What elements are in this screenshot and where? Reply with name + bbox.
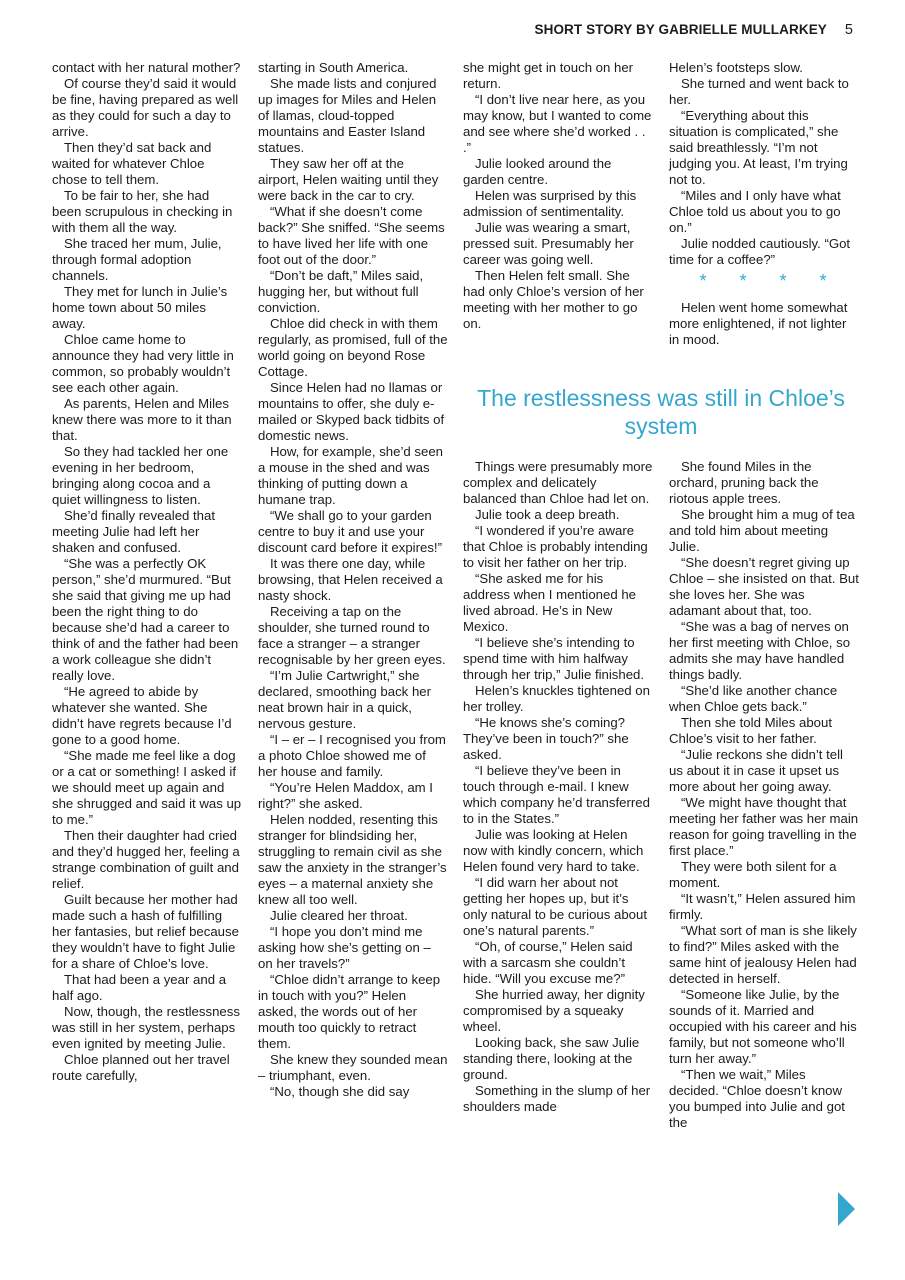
paragraph: “Miles and I only have what Chloe told us about you to go on.” [669, 188, 841, 235]
page-number: 5 [844, 22, 853, 38]
paragraph: “I wondered if you’re aware that Chloe is probably intending to visit her father on her trip. [463, 523, 648, 570]
paragraph: They met for lunch in Julie’s home town about 50 miles away. [52, 284, 228, 331]
paragraph: “Don’t be daft,” Miles said, hugging her, but without full conviction. [258, 268, 424, 315]
paragraph: That had been a year and a half ago. [52, 972, 227, 1003]
paragraph: She brought him a mug of tea and told him about meeting Julie. [669, 507, 855, 554]
paragraph: Things were presumably more complex and delicately balanced than Chloe had let on. [463, 459, 653, 506]
paragraph: Then she told Miles about Chloe’s visit to her father. [669, 715, 833, 746]
paragraph: Chloe planned out her travel route carefully, [52, 1052, 230, 1083]
paragraph: “She’d like another chance when Chloe gets back.” [669, 683, 838, 714]
paragraph: “She was a perfectly OK person,” she’d murmured. “But she said that giving me up had been the right thing to do because she’d had a career to think of and the father had been a work colleague she didn’t really love. [52, 556, 239, 683]
paragraph: “We might have thought that meeting her father was her main reason for going travelling in the first place.” [669, 795, 859, 858]
paragraph: “Oh, of course,” Helen said with a sarcasm she couldn’t hide. “Will you excuse me?” [463, 939, 633, 986]
paragraph: Then Helen felt small. She had only Chloe’s version of her meeting with her mother to go on. [463, 268, 644, 331]
paragraph: “I – er – I recognised you from a photo Chloe showed me of her house and family. [258, 732, 446, 779]
paragraph: Julie was wearing a smart, pressed suit. Presumably her career was going well. [463, 220, 634, 267]
paragraph: starting in South America. [258, 60, 409, 75]
paragraph: “What if she doesn’t come back?” She sniffed. “She seems to have lived her life with one foot out of the door.” [258, 204, 445, 267]
paragraph: “Someone like Julie, by the sounds of it. Married and occupied with his career and his family, but not someone who’ll turn her away.” [669, 987, 857, 1066]
paragraph: She made lists and conjured up images for Miles and Helen of llamas, cloud-topped mountains and Easter Island statues. [258, 76, 437, 155]
paragraph: Then they’d sat back and waited for whatever Chloe chose to tell them. [52, 140, 212, 187]
paragraph: “I’m Julie Cartwright,” she declared, smoothing back her neat brown hair in a quick, nervous gesture. [258, 668, 432, 731]
paragraph: Since Helen had no llamas or mountains to offer, she duly e-mailed or Skyped back tidbits of domestic news. [258, 380, 445, 443]
paragraph: So they had tackled her one evening in her bedroom, bringing along cocoa and a quiet willingness to listen. [52, 444, 229, 507]
paragraph: “Everything about this situation is complicated,” she said breathlessly. “I’m not judging you. At least, I’m trying not to. [669, 108, 848, 187]
paragraph: Helen’s knuckles tightened on her trolley. [463, 683, 650, 714]
paragraph: contact with her natural mother? [52, 60, 241, 75]
next-page-arrow-icon[interactable] [838, 1192, 855, 1226]
paragraph: “I don’t live near here, as you may know, but I wanted to come and see where she’d worked . . .” [463, 92, 652, 155]
paragraph: They saw her off at the airport, Helen waiting until they were back in the car to cry. [258, 156, 439, 203]
paragraph: Receiving a tap on the shoulder, she turned round to face a stranger – a stranger recognisable by her green eyes. [258, 604, 446, 667]
column-3-bottom [463, 459, 653, 1115]
paragraph: “Julie reckons she didn’t tell us about it in case it upset us more about her going away. [669, 747, 843, 794]
paragraph: Julie nodded cautiously. “Got time for a coffee?” [669, 236, 851, 267]
paragraph: She found Miles in the orchard, pruning back the riotous apple trees. [669, 459, 819, 506]
paragraph: Looking back, she saw Julie standing there, looking at the ground. [463, 1035, 640, 1082]
paragraph: she might get in touch on her return. [463, 60, 634, 91]
paragraph: “What sort of man is she likely to find?” Miles asked with the same hint of jealousy Helen had detected in herself. [669, 923, 857, 986]
paragraph: It was there one day, while browsing, that Helen received a nasty shock. [258, 556, 443, 603]
paragraph: She turned and went back to her. [669, 76, 849, 107]
paragraph: To be fair to her, she had been scrupulous in checking in with them all the way. [52, 188, 233, 235]
paragraph: She’d finally revealed that meeting Julie had left her shaken and confused. [52, 508, 216, 555]
paragraph: Chloe came home to announce they had very little in common, so probably wouldn’t see each other again. [52, 332, 234, 395]
paragraph: “He agreed to abide by whatever she wanted. She didn’t have regrets because I’d gone to a good home. [52, 684, 232, 747]
paragraph: Chloe did check in with them regularly, as promised, full of the world going on beyond Rose Cottage. [258, 316, 448, 379]
paragraph: Helen nodded, resenting this stranger for blindsiding her, struggling to remain civil as she saw the anxiety in the stranger’s eyes – a maternal anxiety she knew all too well. [258, 812, 447, 907]
paragraph: As parents, Helen and Miles knew there was more to it than that. [52, 396, 232, 443]
paragraph: Julie looked around the garden centre. [463, 156, 612, 187]
paragraph: She hurried away, her dignity compromised by a squeaky wheel. [463, 987, 645, 1034]
paragraph: “Then we wait,” Miles decided. “Chloe doesn’t know you bumped into Julie and got the [669, 1067, 845, 1130]
column-4-top [669, 60, 859, 348]
paragraph: Helen was surprised by this admission of sentimentality. [463, 188, 637, 219]
paragraph: Of course they’d said it would be fine, having prepared as well as they could for such a day to arrive. [52, 76, 239, 139]
paragraph: Julie was looking at Helen now with kindly concern, which Helen found very hard to take. [463, 827, 644, 874]
paragraph: Helen went home somewhat more enlightened, if not lighter in mood. [669, 300, 848, 347]
paragraph: “He knows she’s coming? They’ve been in touch?” she asked. [463, 715, 629, 762]
paragraph: “Chloe didn’t arrange to keep in touch with you?” Helen asked, the words out of her mouth too quickly to retract them. [258, 972, 441, 1051]
pull-quote: The restlessness was still in Chloe’s system [477, 385, 845, 439]
paragraph: Then their daughter had cried and they’d hugged her, feeling a strange combination of guilt and relief. [52, 828, 240, 891]
paragraph: Something in the slump of her shoulders made [463, 1083, 651, 1114]
paragraph: Julie cleared her throat. [270, 908, 408, 923]
column-1 [52, 60, 242, 1084]
paragraph: Helen’s footsteps slow. [669, 60, 803, 75]
column-2 [258, 60, 448, 1100]
paragraph: “I believe they’ve been in touch through e-mail. I knew which company he’d transferred to in the States.” [463, 763, 650, 826]
paragraph: “She was a bag of nerves on her first meeting with Chloe, so admits she may have handled things badly. [669, 619, 851, 682]
paragraph: “She asked me for his address when I mentioned he lived abroad. He’s in New Mexico. [463, 571, 637, 634]
paragraph: Guilt because her mother had made such a hash of fulfilling her fantasies, but relief because they wouldn’t have to fight Julie for a share of Chloe’s love. [52, 892, 239, 971]
paragraph: She knew they sounded mean – triumphant, even. [258, 1052, 448, 1083]
paragraph: “You’re Helen Maddox, am I right?” she asked. [258, 780, 433, 811]
section-break-stars: * * * * [699, 271, 841, 291]
story-byline: SHORT STORY BY GABRIELLE MULLARKEY [534, 22, 827, 37]
column-4-bottom [669, 459, 859, 1131]
paragraph: “I hope you don’t mind me asking how she’s getting on – on her travels?” [258, 924, 431, 971]
paragraph: “No, though she did say [270, 1084, 410, 1099]
column-3-top [463, 60, 653, 332]
paragraph: Julie took a deep breath. [475, 507, 620, 522]
paragraph: “I believe she’s intending to spend time with him halfway through her trip,” Julie finished. [463, 635, 645, 682]
paragraph: “She made me feel like a dog or a cat or something! I asked if we should meet up again and she shrugged and said it was up to me.” [52, 748, 242, 827]
paragraph: “I did warn her about not getting her hopes up, but it’s only natural to be curious about one’s natural parents.” [463, 875, 648, 938]
paragraph: “We shall go to your garden centre to buy it and use your discount card before it expires!” [258, 508, 442, 555]
paragraph: How, for example, she’d seen a mouse in the shed and was thinking of putting down a humane trap. [258, 444, 443, 507]
paragraph: “She doesn’t regret giving up Chloe – she insisted on that. But she loves her. She was adamant about that, too. [669, 555, 859, 618]
paragraph: Now, though, the restlessness was still in her system, perhaps even ignited by meeting Julie. [52, 1004, 240, 1051]
paragraph: She traced her mum, Julie, through formal adoption channels. [52, 236, 222, 283]
paragraph: “It wasn’t,” Helen assured him firmly. [669, 891, 856, 922]
page-header [534, 22, 853, 42]
paragraph: They were both silent for a moment. [669, 859, 837, 890]
